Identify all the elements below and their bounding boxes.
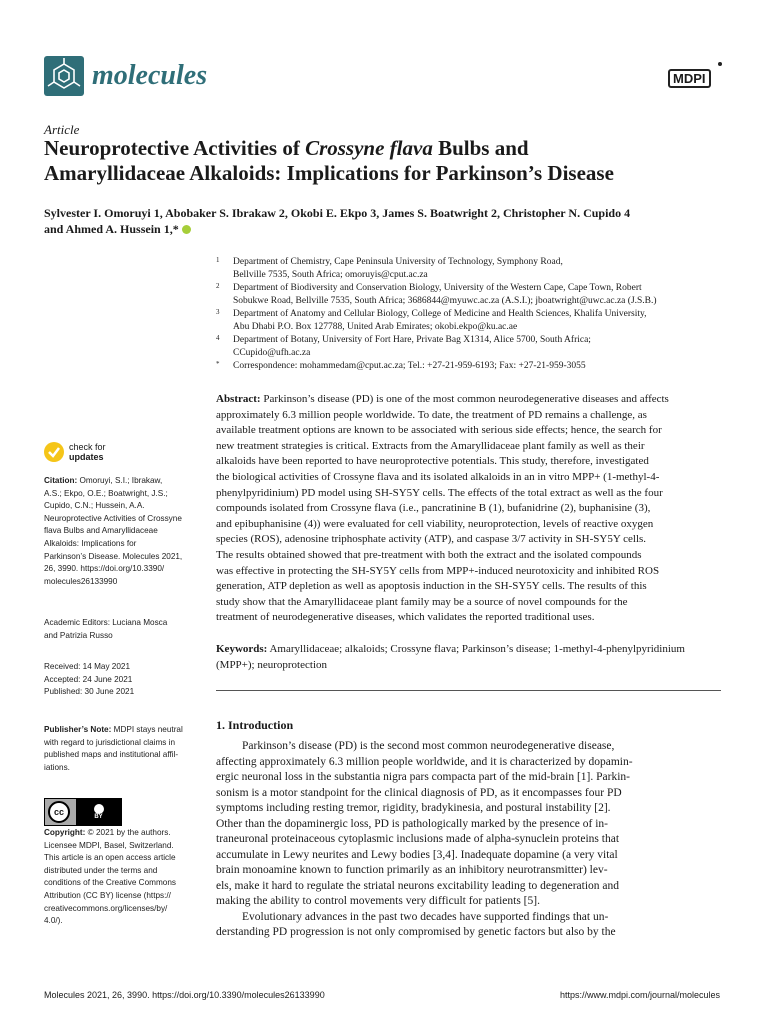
abstract-line: treatment of neurodegenerative diseases, which validates the reported traditional uses. [216, 611, 595, 624]
note-line: published maps and institutional affil- [44, 750, 179, 760]
citation-label: Citation: [44, 476, 78, 485]
affiliation-number: 1 [216, 256, 220, 264]
citation-line: Cupido, C.N.; Hussein, A.A. [44, 501, 145, 511]
copyright-line: Attribution (CC BY) license (https:// [44, 890, 171, 900]
affiliation-line: Department of Botany, University of Fort Hare, Private Bag X1314, Alice 5700, South Africa; [233, 335, 591, 345]
citation [44, 475, 196, 588]
publisher-name: MDPI [668, 69, 711, 88]
citation-line: Parkinson’s Disease. Molecules 2021, [44, 551, 183, 561]
updates-label: updates [69, 452, 104, 462]
keywords-label: Keywords: [216, 643, 268, 655]
affiliation-number: 4 [216, 334, 220, 342]
title-species: Crossyne flava [305, 136, 433, 160]
authors-line-2 [44, 221, 744, 237]
mdpi-decoration-icon [718, 62, 722, 66]
article-type: Article [44, 122, 80, 137]
by-label: BY [94, 814, 103, 820]
article-title [44, 136, 744, 186]
copyright-line-1 [44, 827, 196, 840]
abstract-text: Parkinson’s disease (PD) is one of the most common neurodegenerative diseases and affects [263, 393, 669, 405]
abstract-line-1 [216, 392, 721, 408]
affiliation-number: * [216, 360, 220, 368]
intro-line: els, make it hard to regulate the striatal neurons excitability leading to degeneration and [216, 879, 619, 892]
abstract-line: species (ROS), adenosine triphosphate activity (ATP), and caspase 3/7 activity in SH-SY5Y cells. [216, 533, 647, 546]
citation-line: flava Bulbs and Amaryllidaceae [44, 526, 158, 536]
affiliation-3 [216, 308, 736, 334]
affiliation-number: 3 [216, 308, 220, 316]
title-part-1: Neuroprotective Activities of [44, 136, 300, 160]
keywords-line: (MPP+); neuroprotection [216, 658, 327, 671]
note-line-1 [44, 724, 196, 737]
section-divider [216, 690, 721, 691]
affiliation-line: Department of Biodiversity and Conservation Biology, University of the Western Cape, Cape Town, Robert [233, 283, 642, 293]
copyright-text: © 2021 by the authors. [87, 828, 171, 837]
citation-line-1 [44, 475, 196, 488]
note-label: Publisher’s Note: [44, 725, 112, 734]
editors-line: and Patrizia Russo [44, 630, 113, 640]
abstract-line: phenylpyridinium) PD model using SH-SY5Y cells. The effects of the total extract as well as the four [216, 486, 663, 499]
molecules-logo-icon [44, 56, 84, 96]
intro-line: symptoms including resting tremor, rigidity, bradykinesia, and postural instability [2]. [216, 802, 611, 814]
footer-journal-url[interactable]: https://www.mdpi.com/journal/molecules [559, 990, 720, 1000]
keywords-line-1 [216, 642, 721, 658]
affiliation-4 [216, 334, 736, 360]
copyright [44, 827, 196, 928]
citation-doi-line[interactable]: molecules26133990 [44, 576, 118, 586]
note-line: with regard to jurisdictional claims in [44, 737, 176, 747]
correspondence [216, 360, 736, 374]
mdpi-logo[interactable] [668, 68, 711, 87]
intro-line: sonism is a motor standpoint for the clinical diagnosis of PD, as it encompasses four PD [216, 786, 622, 799]
intro-line: brain monoamine known to function primarily as an inhibitory neurotransmitter) lev- [216, 864, 608, 876]
affiliation-line: Department of Anatomy and Cellular Biology, College of Medicine and Health Sciences, Khalifa University, [233, 309, 647, 319]
citation-line: Alkaloids: Implications for [44, 538, 137, 548]
affiliation-number: 2 [216, 282, 220, 290]
abstract-line: approximately 6.3 million people worldwide. To date, the treatment of PD remains a challenge, as [216, 408, 647, 421]
published-date: Published: 30 June 2021 [44, 687, 135, 697]
orcid-icon[interactable] [182, 225, 191, 234]
intro-line: ergic neuronal loss in the substantia nigra pars compacta part of the mid-brain [1]. Parkin- [216, 771, 630, 783]
keywords [216, 642, 721, 673]
title-part-2: Bulbs and [438, 136, 529, 160]
title-line-1 [44, 136, 744, 161]
accepted-date: Accepted: 24 June 2021 [44, 674, 133, 684]
copyright-label: Copyright: [44, 828, 86, 837]
affiliation-1 [216, 256, 736, 282]
affiliation-line: Department of Chemistry, Cape Peninsula University of Technology, Symphony Road, [233, 257, 563, 267]
title-line-2: Amaryllidaceae Alkaloids: Implications for Parkinson’s Disease [44, 161, 614, 185]
intro-line: Evolutionary advances in the past two decades have supported findings that un- [242, 910, 609, 923]
keywords-text: Amaryllidaceae; alkaloids; Crossyne flava; Parkinson’s disease; 1-methyl-4-phenylpyridinium [269, 643, 685, 655]
abstract-label: Abstract: [216, 393, 261, 405]
abstract-line: generation, ATP depletion as well as apoptosis induction in the SH-SY5Y cells. The results of this [216, 580, 647, 593]
dates [44, 661, 196, 699]
affiliation-line: Abu Dhabi P.O. Box 127788, United Arab Emirates; okobi.ekpo@ku.ac.ae [233, 322, 518, 332]
journal-name: molecules [92, 60, 208, 91]
abstract-line: new treatment strategies is critical. Extracts from the Amaryllidaceae plant family as well as their [216, 439, 645, 452]
intro-line: affecting approximately 6.3 million people worldwide, and it is characterized by dopamin- [216, 755, 633, 768]
cc-icon: cc [48, 801, 70, 823]
note-line: iations. [44, 762, 70, 772]
intro-line: derstanding PD progression is not only compromised by genetic factors but also by the [216, 926, 616, 938]
introduction-body [216, 739, 721, 941]
publishers-note [44, 724, 196, 774]
affiliation-line[interactable]: Correspondence: mohammedam@cput.ac.za; Tel.: +27-21-959-6193; Fax: +27-21-959-3055 [233, 361, 586, 371]
section-heading-introduction: 1. Introduction [216, 718, 294, 732]
abstract-line: and epibuphanisine (4)) were evaluated for cell viability, neuroprotection, levels of reactive oxygen [216, 517, 654, 530]
abstract-line: compounds isolated from Crossyne flava (i.e., pancratinine B (1), bufanidrine (2), buphanisine (3), [216, 502, 651, 515]
citation-line: Neuroprotective Activities of Crossyne [44, 513, 182, 523]
intro-line: traneuronal proteinaceous cytoplasmic inclusions made of alpha-synuclein proteins that [216, 833, 620, 845]
copyright-line: conditions of the Creative Commons [44, 878, 176, 888]
copyright-line: 4.0/). [44, 916, 63, 926]
abstract-line: alkaloids have been reported to have neuroprotective potentials. This study, therefore, investigated [216, 455, 649, 468]
authors-line-2-text: and Ahmed A. Hussein 1,* [44, 222, 179, 236]
journal-logo[interactable] [44, 56, 84, 96]
intro-line: Parkinson’s disease (PD) is the second most common neurodegenerative disease, [242, 740, 615, 752]
authors [44, 205, 744, 237]
affiliation-line: CCupido@ufh.ac.za [233, 348, 311, 358]
check-for-label: check for [69, 442, 106, 452]
citation-line: A.S.; Ekpo, O.E.; Boatwright, J.S.; [44, 488, 168, 498]
cc-by-badge[interactable] [44, 798, 122, 826]
copyright-line: distributed under the terms and [44, 865, 158, 875]
academic-editors [44, 617, 196, 642]
abstract-line: available treatment options are known to be associated with serious side effects; hence, the search for [216, 424, 662, 437]
editors-line: Academic Editors: Luciana Mosca [44, 618, 168, 627]
abstract-line: was effective in protecting the SH-SY5Y cells from MPP+-induced neurotoxicity and inhibited ROS [216, 564, 660, 577]
note-text: MDPI stays neutral [113, 725, 183, 734]
copyright-line: Licensee MDPI, Basel, Switzerland. [44, 840, 174, 850]
affiliation-2 [216, 282, 736, 308]
authors-line-1: Sylvester I. Omoruyi 1, Abobaker S. Ibrakaw 2, Okobi E. Ekpo 3, James S. Boatwright 2, Christopher N. Cupido 4 [44, 206, 631, 220]
abstract-line: The results obtained showed that pre-treatment with both the extract and the isolated compounds [216, 548, 642, 561]
copyright-license-link[interactable]: creativecommons.org/licenses/by/ [44, 903, 168, 913]
check-for-updates-badge[interactable] [44, 442, 106, 462]
affiliation-line: Sobukwe Road, Bellville 7535, South Africa; 3686844@myuwc.ac.za (A.S.I.); jboatwright@uwc.ac.za (J.S.B.) [233, 296, 657, 306]
footer-citation[interactable]: Molecules 2021, 26, 3990. https://doi.org/10.3390/molecules26133990 [44, 990, 325, 1000]
intro-line: making the ability to control movements very difficult for patients [5]. [216, 895, 540, 907]
intro-line: Other than the dopaminergic loss, PD is pathologically marked by the presence of in- [216, 817, 608, 830]
abstract-line: study show that the Amaryllidaceae plant family may be a source of novel compounds for the [216, 595, 628, 608]
affiliation-line: Bellville 7535, South Africa; omoruyis@cput.ac.za [233, 270, 428, 280]
received-date: Received: 14 May 2021 [44, 662, 131, 671]
person-icon [94, 804, 104, 814]
abstract-line: the biological activities of Crossyne flava and its isolated alkaloids in an in vitro MPP+ (1-methyl-4- [216, 470, 660, 483]
citation-doi-line[interactable]: 26, 3990. https://doi.org/10.3390/ [44, 564, 165, 574]
abstract [216, 392, 721, 626]
affiliations [216, 256, 736, 374]
intro-line: accumulate in Lewy neurites and Lewy bodies [3,4]. Inadequate dopamine (a very vital [216, 848, 618, 861]
copyright-line: This article is an open access article [44, 853, 176, 863]
check-updates-icon [44, 442, 64, 462]
citation-text: Omoruyi, S.I.; Ibrakaw, [79, 476, 163, 485]
